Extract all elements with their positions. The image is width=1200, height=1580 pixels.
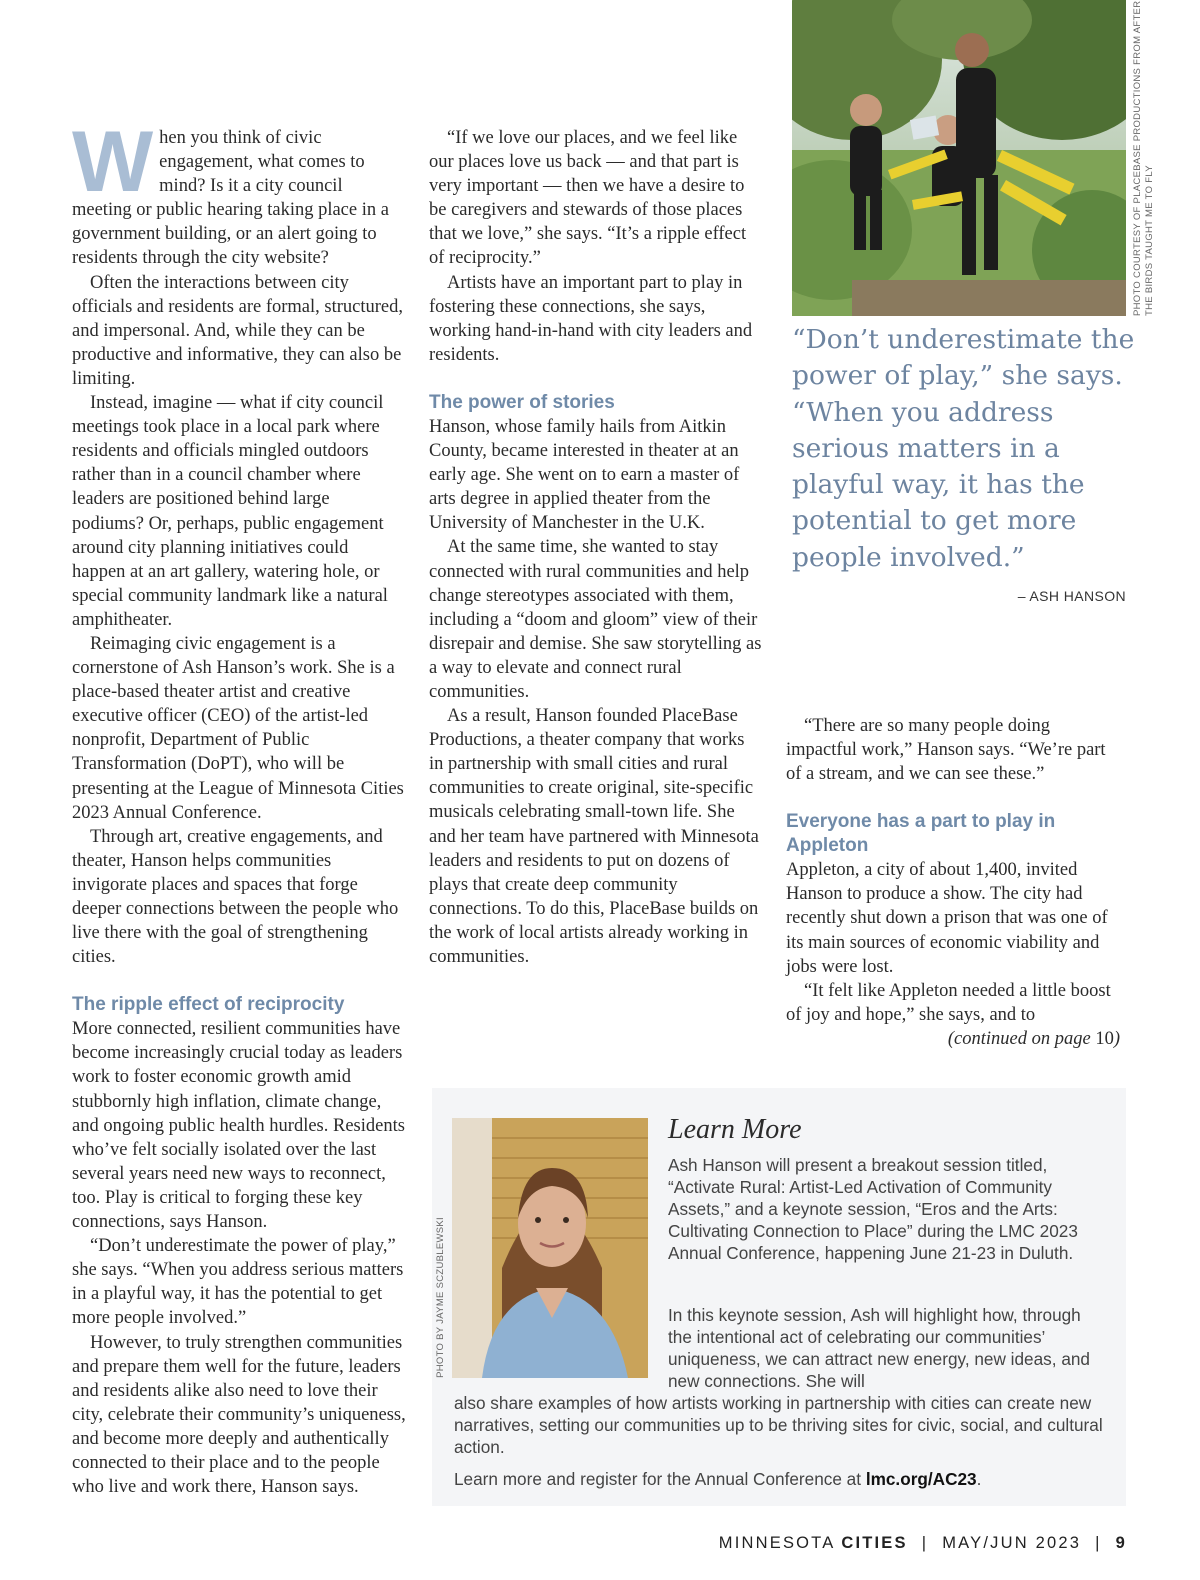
photo-credit: PHOTO COURTESY OF PLACEBASE PRODUCTIONS FROM AFTER THE BIRDS TAUGHT ME TO FLY xyxy=(1132,0,1155,316)
paragraph: When you think of civic engagement, what comes to mind? Is it a city council meeting or public hearing taking place in a government building, or an alert going to residents through the city website? xyxy=(72,114,389,269)
magazine-name: MINNESOTA CITIES xyxy=(718,1534,908,1552)
drop-cap: W xyxy=(72,114,154,210)
paragraph: Artists have an important part to play in fostering these connections, she says, working hand-in-hand with city leaders and residents. xyxy=(429,272,753,365)
conference-link[interactable]: lmc.org/AC23 xyxy=(865,1469,977,1489)
paragraph: Reimaging civic engagement is a cornerstone of Ash Hanson’s work. She is a place-based theater artist and creative executive officer (CEO) of the artist-led nonprofit, Department of Public Transformation (DoPT), who will be presenting at the League of Minnesota Cities 2023 Annual Conference. xyxy=(72,633,404,823)
learn-more-title: Learn More xyxy=(668,1114,802,1145)
paragraph: Through art, creative engagements, and theater, Hanson helps communities invigorate places and spaces that forge deeper connections between the people who live there with the goal of strengthening cities. xyxy=(72,826,399,968)
continued-note: (continued on page 10) xyxy=(947,1028,1120,1049)
issue-date: MAY/JUN 2023 xyxy=(942,1534,1082,1552)
paragraph: As a result, Hanson founded PlaceBase Productions, a theater company that works in partnership with small cities and rural communities to create original, site-specific musicals celebrating small-town life. She and her team have partnered with Minnesota leaders and residents to put on dozens of plays that create deep community connections. To do this, PlaceBase builds on the work of local artists already working in communities. xyxy=(429,706,759,967)
section-heading-ripple: The ripple effect of reciprocity xyxy=(72,994,345,1016)
portrait-illustration xyxy=(452,1118,648,1378)
section-heading-appleton: Everyone has a part to play in Appleton xyxy=(786,811,1056,857)
learn-more-paragraph: In this keynote session, Ash will highlight how, through the intentional act of celebrating our communities’ uniqueness, we can attract new energy, new ideas, and new connections. She will xyxy=(668,1305,1090,1391)
paragraph: “It felt like Appleton needed a little boost of joy and hope,” she says, and to xyxy=(786,980,1111,1025)
portrait-photo xyxy=(452,1118,648,1378)
paragraph: Often the interactions between city officials and residents are formal, structured, and impersonal. And, while they can be productive and informative, they can also be limiting. xyxy=(72,272,403,389)
pull-quote-attribution: – ASH HANSON xyxy=(1017,588,1126,604)
paragraph: Appleton, a city of about 1,400, invited Hanson to produce a show. The city had recently shut down a prison that was one of its main sources of economic viability and jobs were lost. xyxy=(786,860,1108,977)
paragraph: “If we love our places, and we feel like our places love us back — and that part is very important — then we have a desire to be caregivers and stewards of those places that we love,” she says. “It’s a ripple effect of reciprocity.” xyxy=(429,128,747,269)
learn-more-paragraph: also share examples of how artists working in partnership with cities can create new narratives, setting our communities up to be thriving sites for civic, social, and cultural action. xyxy=(454,1393,1103,1457)
performers-photo xyxy=(792,0,1126,316)
section-heading-stories: The power of stories xyxy=(429,391,615,413)
article-column-1 xyxy=(72,114,406,1499)
article-column-3 xyxy=(786,714,1120,1051)
article-column-2 xyxy=(429,126,763,969)
learn-more-paragraph: Ash Hanson will present a breakout session titled, “Activate Rural: Artist-Led Activation of Community Assets,” and a keynote session, “Eros and the Arts: Cultivating Connection to Place” during the LMC 2023 Annual Conference, happening June 21-23 in Duluth. xyxy=(668,1155,1078,1263)
paragraph: However, to truly strengthen communities and prepare them well for the future, leaders and residents alike also need to love their city, celebrate their community’s uniqueness, and become more deeply and authentically connected to their place and to the people who live and work there, Hanson says. xyxy=(72,1332,406,1498)
page-number: 9 xyxy=(1115,1534,1127,1552)
portrait-photo-credit: PHOTO BY JAYME SCZUBLEWSKI xyxy=(435,1217,446,1378)
learn-more-box xyxy=(432,1088,1126,1506)
pull-quote: “Don’t underestimate the power of play,” she says. “When you address serious matters in a playful way, it has the potential to get more people involved.” xyxy=(792,324,1135,573)
page-footer: MINNESOTA CITIES | MAY/JUN 2023 | 9 xyxy=(718,1534,1127,1552)
learn-more-register: Learn more and register for the Annual Conference at lmc.org/AC23. xyxy=(454,1469,982,1489)
performers-photo-illustration xyxy=(792,0,1126,316)
paragraph: Hanson, whose family hails from Aitkin County, became interested in theater at an early age. She went on to earn a master of arts degree in applied theater from the University of Manchester in the U.K. xyxy=(429,416,740,534)
paragraph: “Don’t underestimate the power of play,” she says. “When you address serious matters in a playful way, it has the potential to get more people involved.” xyxy=(72,1236,404,1329)
paragraph: More connected, resilient communities have become increasingly crucial today as leaders work to foster economic growth amid stubbornly high inflation, climate change, and ongoing public health hurdles. Residents who’ve felt socially isolated over the last several years need new ways to reconnect, too. Play is critical to forging these key connections, says Hanson. xyxy=(72,1019,405,1233)
paragraph: “There are so many people doing impactful work,” Hanson says. “We’re part of a stream, and we can see these.” xyxy=(786,716,1106,785)
paragraph: At the same time, she wanted to stay connected with rural communities and help change stereotypes associated with them, including a “doom and gloom” view of their disrepair and demise. She saw storytelling as a way to elevate and connect rural communities. xyxy=(429,537,762,702)
paragraph: Instead, imagine — what if city council meetings took place in a local park where residents and officials mingled outdoors rather than in a council chamber where leaders are positioned behind large podiums? Or, perhaps, public engagement around city planning initiatives could happen at an art gallery, watering hole, or special community landmark like a natural amphitheater. xyxy=(72,393,388,630)
